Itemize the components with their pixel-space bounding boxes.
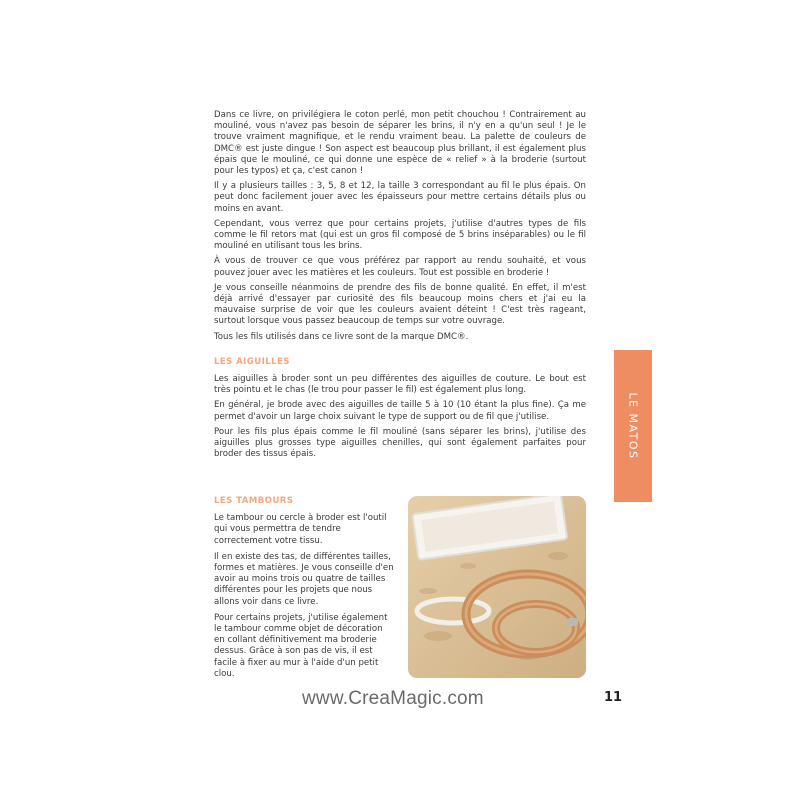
hoops-illustration [408, 496, 586, 678]
paragraph: Il y a plusieurs tailles : 3, 5, 8 et 12, la taille 3 correspondant au fil le plus épais. On peut donc facilement jouer avec les épaisseurs pour mettre certains détails plus ou moins en avant. [214, 181, 586, 214]
paragraph: Cependant, vous verrez que pour certains projets, j'utilise d'autres types de fils comme le fil retors mat (qui est un gros fil composé de 5 brins inséparables) ou le fil mouliné en utilisant tous les brins. [214, 218, 586, 252]
paragraph: Tous les fils utilisés dans ce livre sont de la marque DMC®. [214, 331, 469, 342]
paragraph: À vous de trouver ce que vous préférez par rapport au rendu souhaité, et vous pouvez jouer avec les matières et les couleurs. Tout est possible en broderie ! [214, 256, 586, 278]
paragraph: En général, je brode avec des aiguilles de taille 5 à 10 (10 étant la plus fine). Ça me permet d'avoir un large choix suivant le type de support ou de fil que j'utilise. [214, 400, 586, 422]
paragraph: Je vous conseille néanmoins de prendre des fils de bonne qualité. En effet, il m'est déjà arrivé d'essayer par curiosité des fils beaucoup moins chers et j'ai eu la mauvaise surprise de voir que les couleurs avaient déteint ! C'est très rageant, surtout lorsque vous passez beaucoup de temps sur votre ouvrage. [214, 282, 586, 327]
paragraph: Les aiguilles à broder sont un peu différentes des aiguilles de couture. Le bout est très pointu et le chas (le trou pour passer le fil) est également plus long. [214, 374, 586, 396]
watermark: www.CreaMagic.com [302, 688, 484, 709]
chapter-tab-label: LE MATOS [626, 392, 640, 460]
paragraph: Pour les fils plus épais comme le fil mouliné (sans séparer les brins), j'utilise des aiguilles plus grosses type aiguilles chenilles, qui sont également parfaites pour broder des tissus épais. [214, 426, 586, 460]
main-text-column [214, 110, 586, 464]
chapter-side-tab [614, 350, 652, 502]
page-number: 11 [604, 690, 623, 705]
paragraph: Pour certains projets, j'utilise également le tambour comme objet de décoration en collant définitivement ma broderie dessus. Grâce à son pas de vis, il est facile à fixer au mur à l'aide d'un petit clou. [214, 612, 388, 679]
hoops-section-title: LES TAMBOURS [214, 496, 294, 506]
hoops-section [214, 496, 394, 685]
needles-section-title: LES AIGUILLES [214, 356, 290, 367]
paragraph: Dans ce livre, on privilégiera le coton perlé, mon petit chouchou ! Contrairement au mouliné, vous n'avez pas besoin de séparer les brins, il n'y en a qu'un seul ! Je le trouve vraiment magnifique, et le rendu vraiment beau. La palette de couleurs de DMC® est juste dingue ! Son aspect est beaucoup plus brillant, il est également plus épais que le mouliné, ce qui donne une espèce de « relief » à la broderie (surtout pour les typos) et ça, c'est canon ! [214, 110, 586, 177]
paragraph: Le tambour ou cercle à broder est l'outil qui vous permettra de tendre correctement votre tissu. [214, 513, 387, 546]
embroidery-hoops-photo [408, 496, 586, 678]
paragraph: Il en existe des tas, de différentes tailles, formes et matières. Je vous conseille d'en avoir au moins trois ou quatre de tailles différentes pour les projets que nous allons voir dans ce livre. [214, 551, 394, 607]
